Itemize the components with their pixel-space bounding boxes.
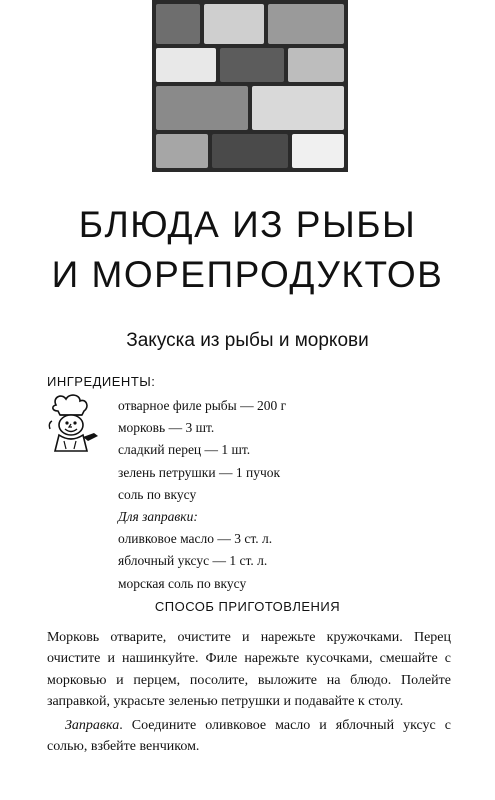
collage-tile <box>156 134 208 168</box>
chapter-title <box>0 200 495 300</box>
collage-tile <box>288 48 344 82</box>
ingredient-item: яблочный уксус — 1 ст. л. <box>118 553 268 569</box>
collage-tile <box>156 48 216 82</box>
collage-tile <box>156 86 248 130</box>
chapter-title-line-2: И МОРЕПРОДУКТОВ <box>51 254 444 295</box>
chapter-title-line-1: БЛЮДА ИЗ РЫБЫ <box>78 204 417 245</box>
ingredients-heading: ИНГРЕДИЕНТЫ: <box>47 374 156 389</box>
collage-tile <box>156 4 200 44</box>
method-paragraph: Морковь отварите, очистите и нарежьте кружочками. Перец очистите и нашинкуйте. Филе нарежьте кусочками, смешайте с морковью и перцем, посолите, выложите на блюдо. Полейте заправкой, украсьте зеленью петрушки и подавайте к столу. <box>47 630 451 709</box>
collage-tile <box>268 4 344 44</box>
ingredient-item: сладкий перец — 1 шт. <box>118 442 251 458</box>
ingredient-item: зелень петрушки — 1 пучок <box>118 464 281 480</box>
dressing-subheading: Для заправки: <box>118 509 198 525</box>
method-text <box>47 627 451 758</box>
food-photo-collage <box>152 0 348 172</box>
dressing-paragraph <box>47 715 451 758</box>
dressing-label: Заправка <box>65 718 120 734</box>
ingredient-item: отварное филе рыбы — 200 г <box>118 398 287 413</box>
collage-tile <box>204 4 264 44</box>
collage-tile <box>220 48 284 82</box>
collage-tile <box>212 134 288 168</box>
method-heading: СПОСОБ ПРИГОТОВЛЕНИЯ <box>154 599 341 614</box>
ingredient-item: соль по вкусу <box>118 486 197 502</box>
ingredient-item: морковь — 3 шт. <box>118 420 215 436</box>
ingredient-item: морская соль по вкусу <box>118 575 247 591</box>
recipe-title: Закуска из рыбы и моркови <box>126 330 369 351</box>
chef-icon <box>42 393 104 455</box>
ingredients-list <box>118 395 286 595</box>
dressing-text: . Соедините оливковое масло и яблочный уксус с солью, взбейте венчиком. <box>47 718 451 755</box>
collage-tile <box>292 134 344 168</box>
collage-tile <box>252 86 344 130</box>
ingredient-item: оливковое масло — 3 ст. л. <box>118 531 273 547</box>
